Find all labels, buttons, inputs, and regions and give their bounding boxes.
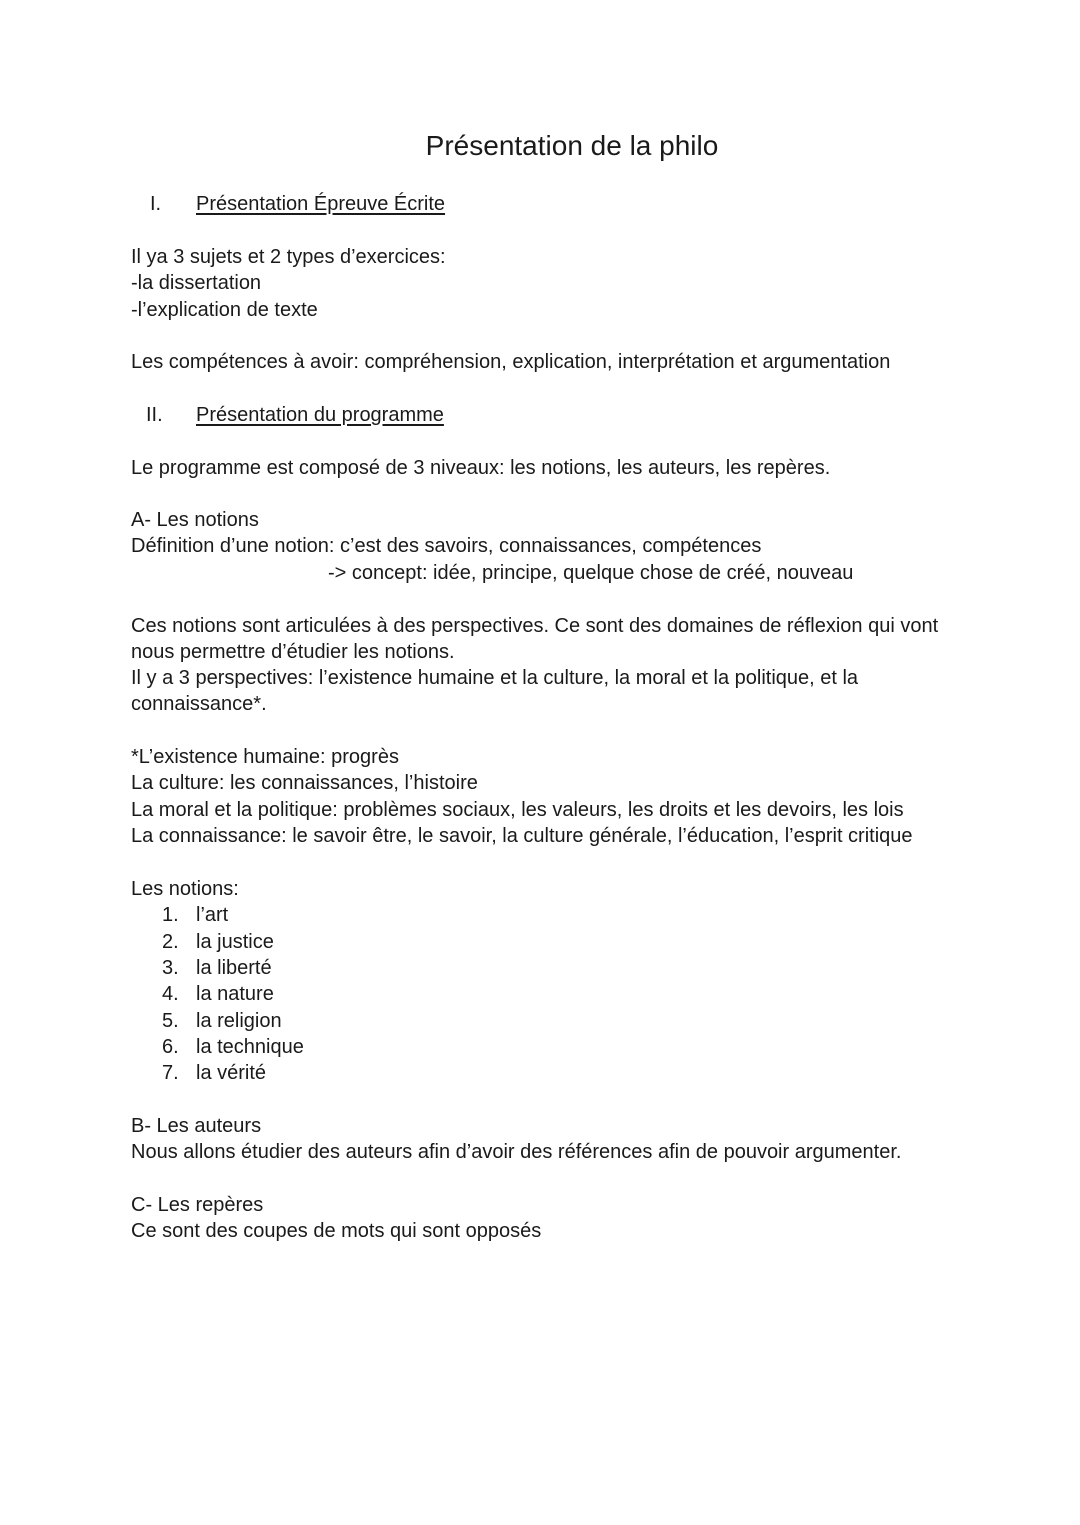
list-line: -l’explication de texte <box>131 299 318 321</box>
list-number: 4. <box>162 983 179 1005</box>
subheading: B- Les auteurs <box>131 1115 262 1137</box>
list-text: la nature <box>196 983 274 1005</box>
section-title: Présentation du programme <box>196 404 444 426</box>
list-text: la religion <box>196 1010 282 1032</box>
list-text: l’art <box>196 904 229 926</box>
paragraph: Le programme est composé de 3 niveaux: les notions, les auteurs, les repères. <box>131 457 831 479</box>
list-text: la technique <box>196 1036 304 1058</box>
section-number: II. <box>146 404 163 426</box>
footnote-line: *L’existence humaine: progrès <box>131 746 399 768</box>
section-number: I. <box>150 193 162 215</box>
footnote-line: La moral et la politique: problèmes sociaux, les valeurs, les droits et les devoirs, les lois <box>131 799 904 821</box>
paragraph: Il ya 3 sujets et 2 types d’exercices: <box>131 246 446 268</box>
paragraph: Définition d’une notion: c’est des savoirs, connaissances, compétences <box>131 535 762 557</box>
paragraph: nous permettre d’étudier les notions. <box>131 641 455 663</box>
list-number: 5. <box>162 1010 179 1032</box>
section-title: Présentation Épreuve Écrite <box>196 193 446 215</box>
paragraph: Ces notions sont articulées à des perspectives. Ce sont des domaines de réflexion qui vont <box>131 615 939 637</box>
paragraph: Il y a 3 perspectives: l’existence humaine et la culture, la moral et la politique, et la <box>131 667 859 689</box>
list-text: la liberté <box>196 957 272 979</box>
paragraph: Nous allons étudier des auteurs afin d’avoir des références afin de pouvoir argumenter. <box>131 1141 902 1163</box>
list-number: 1. <box>162 904 179 926</box>
list-line: -la dissertation <box>131 272 262 294</box>
list-text: la vérité <box>196 1062 267 1084</box>
notions-label: Les notions: <box>131 878 239 900</box>
list-number: 7. <box>162 1062 179 1084</box>
subheading: C- Les repères <box>131 1194 264 1216</box>
list-number: 3. <box>162 957 179 979</box>
footnote-line: La culture: les connaissances, l’histoire <box>131 772 478 794</box>
list-number: 6. <box>162 1036 179 1058</box>
paragraph: Ce sont des coupes de mots qui sont opposés <box>131 1220 542 1242</box>
paragraph: Les compétences à avoir: compréhension, explication, interprétation et argumentation <box>131 351 891 373</box>
subheading: A- Les notions <box>131 509 259 531</box>
paragraph: -> concept: idée, principe, quelque chose de créé, nouveau <box>328 562 854 584</box>
list-text: la justice <box>196 931 274 953</box>
document-title: Présentation de la philo <box>425 130 719 161</box>
list-number: 2. <box>162 931 179 953</box>
paragraph: connaissance*. <box>131 693 267 715</box>
footnote-line: La connaissance: le savoir être, le savoir, la culture générale, l’éducation, l’esprit critique <box>131 825 913 847</box>
